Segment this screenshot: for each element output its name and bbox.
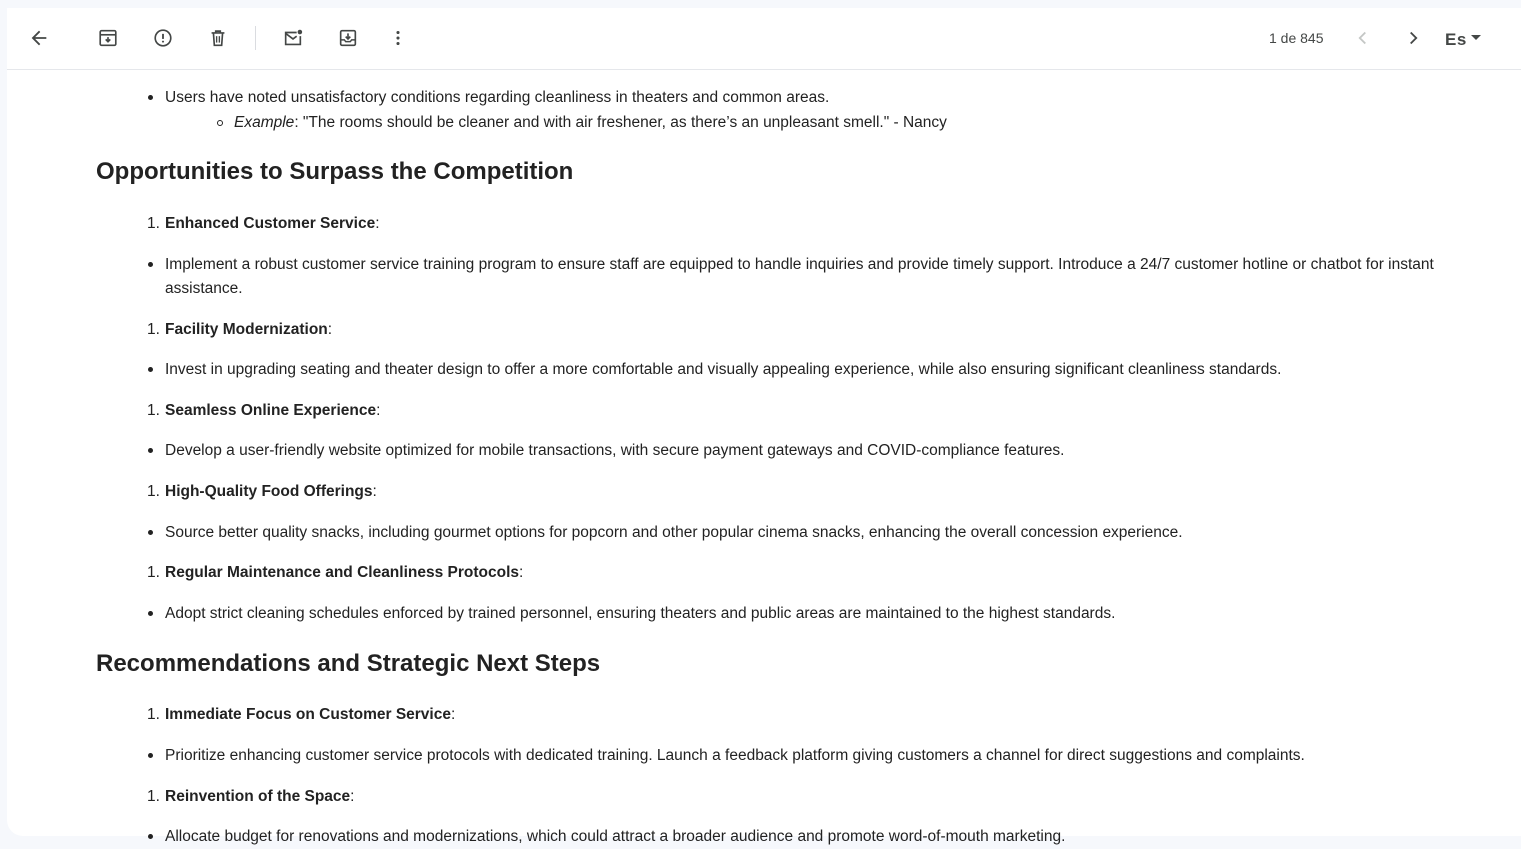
list-item-detail: Develop a user-friendly website optimized for mobile transactions, with secure payment gateways and COVID-compliance features. — [165, 442, 1065, 459]
message-body — [7, 70, 1521, 845]
archive-button[interactable] — [88, 18, 128, 58]
toolbar-divider — [255, 26, 256, 50]
list-item-detail: Prioritize enhancing customer service protocols with dedicated training. Launch a feedback platform giving customers a channel for direct suggestions and complaints. — [165, 747, 1305, 764]
bullet-icon — [148, 530, 153, 535]
list-item-title-text: Reinvention of the Space — [165, 788, 351, 805]
example-quote — [234, 111, 947, 135]
mark-unread-icon — [282, 27, 304, 49]
bullet-icon — [148, 753, 153, 758]
list-item-detail: Invest in upgrading seating and theater design to offer a more comfortable and visually appealing experience, while also ensuring significant cleanliness standards. — [165, 361, 1282, 378]
archive-icon — [97, 27, 119, 49]
list-item-detail: Implement a robust customer service training program to ensure staff are equipped to handle inquiries and provide timely support. Introduce a 24/7 customer hotline or chatbot for instant assistance. — [165, 256, 1434, 297]
intro-bullet-text: Users have noted unsatisfactory conditions regarding cleanliness in theaters and common areas. — [165, 89, 830, 106]
move-to-icon — [337, 27, 359, 49]
list-item-detail: Adopt strict cleaning schedules enforced by trained personnel, ensuring theaters and public areas are maintained to the highest standards. — [165, 605, 1116, 622]
list-number: 1. — [147, 402, 160, 419]
example-label: Example — [234, 114, 295, 131]
list-item-colon: : — [375, 215, 380, 232]
list-item-title — [165, 480, 377, 504]
section-heading-opportunities: Opportunities to Surpass the Competition — [96, 158, 574, 185]
list-item-title — [165, 212, 380, 236]
back-button[interactable] — [19, 18, 59, 58]
list-number: 1. — [147, 321, 160, 338]
bullet-icon — [148, 611, 153, 616]
delete-button[interactable] — [198, 18, 238, 58]
list-item-colon: : — [350, 788, 355, 805]
example-text: : "The rooms should be cleaner and with air freshener, as there’s an unpleasant smell." - Nancy — [294, 114, 947, 131]
list-item-colon: : — [376, 402, 381, 419]
list-item-title-text: Enhanced Customer Service — [165, 215, 376, 232]
list-item-colon: : — [372, 483, 377, 500]
list-number: 1. — [147, 215, 160, 232]
bullet-icon — [148, 367, 153, 372]
list-number: 1. — [147, 706, 160, 723]
list-number: 1. — [147, 788, 160, 805]
next-message-button[interactable] — [1393, 18, 1433, 58]
bullet-icon — [148, 448, 153, 453]
report-spam-button[interactable] — [143, 18, 183, 58]
bullet-icon — [148, 95, 153, 100]
list-item-detail: Source better quality snacks, including gourmet options for popcorn and other popular cinema snacks, enhancing the overall concession experience. — [165, 524, 1183, 541]
trash-icon — [207, 27, 229, 49]
mark-unread-button[interactable] — [273, 18, 313, 58]
more-vert-icon — [387, 27, 409, 49]
list-item-detail: Allocate budget for renovations and modernizations, which could attract a broader audience and promote word-of-mouth marketing. — [165, 828, 1066, 845]
list-item-colon: : — [327, 321, 333, 338]
language-selector[interactable] — [1445, 26, 1481, 54]
chevron-right-icon — [1402, 27, 1424, 49]
section-heading-recommendations: Recommendations and Strategic Next Steps — [96, 650, 601, 677]
list-item-colon: : — [450, 706, 456, 723]
more-options-button[interactable] — [378, 18, 418, 58]
list-item-title — [165, 399, 380, 423]
message-toolbar — [7, 8, 1521, 70]
list-item-title-text: Immediate Focus on Customer Service — [165, 706, 451, 723]
list-number: 1. — [147, 564, 160, 581]
list-item-title-text: Regular Maintenance and Cleanliness Protocols — [165, 564, 520, 581]
bullet-icon — [148, 834, 153, 839]
email-reading-pane — [7, 8, 1521, 845]
bullet-icon — [148, 262, 153, 267]
move-to-button[interactable] — [328, 18, 368, 58]
list-item-colon: : — [519, 564, 524, 581]
list-item-title-text: Facility Modernization — [165, 321, 328, 338]
list-item-title — [165, 785, 354, 809]
caret-down-icon — [1471, 35, 1481, 40]
pager-count: 1 de 845 — [1269, 30, 1324, 46]
list-item-title-text: Seamless Online Experience — [165, 402, 377, 419]
previous-message-button[interactable] — [1343, 18, 1383, 58]
chevron-left-icon — [1352, 27, 1374, 49]
sub-bullet-icon — [217, 120, 223, 126]
list-item-title — [165, 318, 332, 342]
list-item-title — [165, 561, 523, 585]
report-spam-icon — [152, 27, 174, 49]
list-number: 1. — [147, 483, 160, 500]
language-label: Es — [1445, 30, 1467, 49]
list-item-title — [165, 703, 455, 727]
arrow-left-icon — [28, 27, 50, 49]
list-item-title-text: High-Quality Food Offerings — [165, 483, 373, 500]
